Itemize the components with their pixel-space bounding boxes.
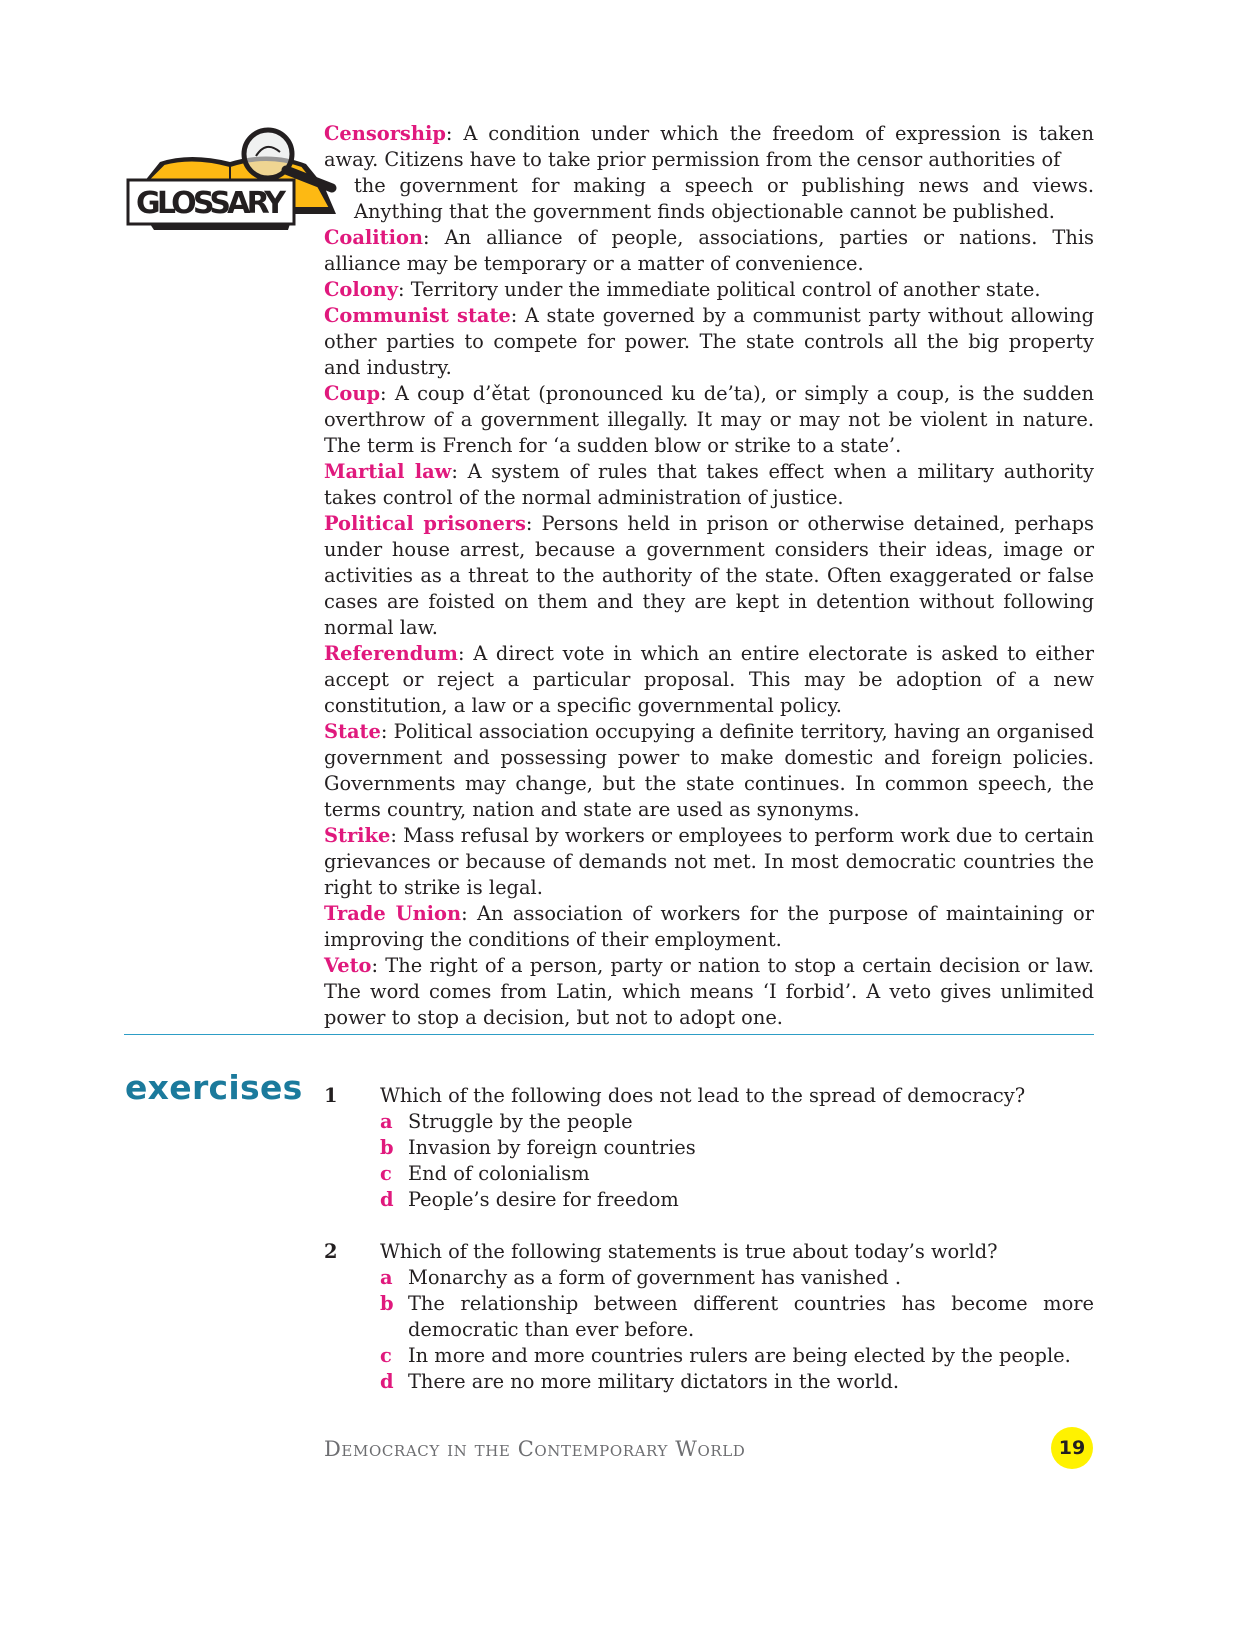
glossary-definition: : An alliance of people, associations, parties or nations. This alliance may be temporary or a matter of convenience. — [324, 226, 1094, 275]
option-text: Monarchy as a form of government has vanished . — [408, 1266, 902, 1289]
glossary-term: Censorship — [324, 122, 446, 145]
glossary-entry — [324, 277, 1094, 303]
option-text: Struggle by the people — [408, 1110, 633, 1133]
option-text: People’s desire for freedom — [408, 1188, 679, 1211]
exercises-heading: exercises — [125, 1068, 303, 1107]
glossary-term: Veto — [324, 954, 372, 977]
glossary-term: Communist state — [324, 304, 511, 327]
glossary-entry — [324, 459, 1094, 511]
options-list — [380, 1265, 1094, 1395]
option-text: There are no more military dictators in the world. — [408, 1370, 900, 1393]
option-letter: b — [380, 1292, 394, 1315]
glossary-entry — [324, 901, 1094, 953]
glossary-entry — [324, 225, 1094, 277]
glossary-logo-label: GLOSSARY — [136, 186, 286, 221]
glossary-term: Martial law — [324, 460, 452, 483]
option-item — [380, 1109, 1094, 1135]
option-letter: c — [380, 1344, 392, 1367]
option-letter: d — [380, 1370, 394, 1393]
glossary-definition: : Political association occupying a definite territory, having an organised government and possessing power to make domestic and foreign policies. Governments may change, but the state continues. In common speech, the terms country, nation and state are used as synonyms. — [324, 720, 1094, 821]
glossary-definition: : An association of workers for the purpose of maintaining or improving the conditions of their employment. — [324, 902, 1094, 951]
option-item — [380, 1265, 1094, 1291]
option-letter: c — [380, 1162, 392, 1185]
page-number: 19 — [1058, 1437, 1086, 1459]
glossary-entry — [324, 381, 1094, 459]
glossary-definition: : Mass refusal by workers or employees to perform work due to certain grievances or because of demands not met. In most democratic countries the right to strike is legal. — [324, 824, 1094, 899]
glossary-entry — [324, 511, 1094, 641]
glossary-definition: : A system of rules that takes effect when a military authority takes control of the normal administration of justice. — [324, 460, 1095, 509]
glossary-term: State — [324, 720, 381, 743]
glossary-term: Coup — [324, 382, 381, 405]
glossary-definition: : A state governed by a communist party without allowing other parties to compete for power. The state controls all the big property and industry. — [324, 304, 1094, 379]
option-item — [380, 1135, 1094, 1161]
glossary-entry — [324, 719, 1094, 823]
glossary-definition: : Persons held in prison or otherwise detained, perhaps under house arrest, because a government considers their ideas, image or activities as a threat to the authority of the state. Often exaggerated or false cases are foisted on them and they are kept in detention without following normal law. — [324, 512, 1094, 639]
question-number: 1 — [324, 1084, 338, 1107]
option-letter: a — [380, 1266, 393, 1289]
option-item — [380, 1291, 1094, 1343]
glossary-term: Trade Union — [324, 902, 462, 925]
glossary-entry — [324, 303, 1094, 381]
option-text: The relationship between different countries has become more democratic than ever before. — [408, 1292, 1094, 1341]
option-item — [380, 1343, 1094, 1369]
option-item — [380, 1161, 1094, 1187]
question-text: Which of the following statements is true about today’s world? — [380, 1240, 998, 1263]
glossary-definition: : A condition under which the freedom of expression is taken away. Citizens have to take prior permission from the censor authorities of — [324, 122, 1094, 171]
glossary-entry — [324, 823, 1094, 901]
option-letter: d — [380, 1188, 394, 1211]
question-2 — [324, 1239, 1094, 1395]
glossary-definition: : A coup d’ětat (pronounced ku de’ta), or simply a coup, is the sudden overthrow of a government illegally. It may or may not be violent in nature. The term is French for ‘a sudden blow or strike to a state’. — [324, 382, 1094, 457]
page-number-badge — [1051, 1427, 1093, 1469]
glossary-definition-continued: the government for making a speech or publishing news and views. Anything that the government finds objectionable cannot be published. — [354, 174, 1094, 223]
glossary-list — [324, 121, 1094, 1031]
glossary-term: Strike — [324, 824, 391, 847]
option-item — [380, 1369, 1094, 1395]
glossary-entry — [324, 641, 1094, 719]
glossary-entry — [324, 953, 1094, 1031]
option-letter: b — [380, 1136, 394, 1159]
option-item — [380, 1187, 1094, 1213]
glossary-definition: : A direct vote in which an entire electorate is asked to either accept or reject a particular proposal. This may be adoption of a new constitution, a law or a specific governmental policy. — [324, 642, 1094, 717]
question-text: Which of the following does not lead to the spread of democracy? — [380, 1084, 1026, 1107]
glossary-definition: : The right of a person, party or nation to stop a certain decision or law. The word comes from Latin, which means ‘I forbid’. A veto gives unlimited power to stop a decision, but not to adopt one. — [324, 954, 1094, 1029]
footer-title: Democracy in the Contemporary World — [324, 1437, 746, 1461]
option-letter: a — [380, 1110, 393, 1133]
glossary-entry — [324, 121, 1094, 225]
question-1 — [324, 1083, 1094, 1213]
option-text: End of colonialism — [408, 1162, 590, 1185]
option-text: In more and more countries rulers are being elected by the people. — [408, 1344, 1071, 1367]
glossary-term: Political prisoners — [324, 512, 526, 535]
option-text: Invasion by foreign countries — [408, 1136, 696, 1159]
glossary-book-icon — [120, 122, 348, 232]
question-number: 2 — [324, 1240, 338, 1263]
glossary-term: Coalition — [324, 226, 424, 249]
glossary-definition: : Territory under the immediate political control of another state. — [398, 278, 1041, 301]
options-list — [380, 1109, 1094, 1213]
section-divider — [124, 1034, 1094, 1035]
glossary-term: Colony — [324, 278, 399, 301]
glossary-term: Referendum — [324, 642, 458, 665]
